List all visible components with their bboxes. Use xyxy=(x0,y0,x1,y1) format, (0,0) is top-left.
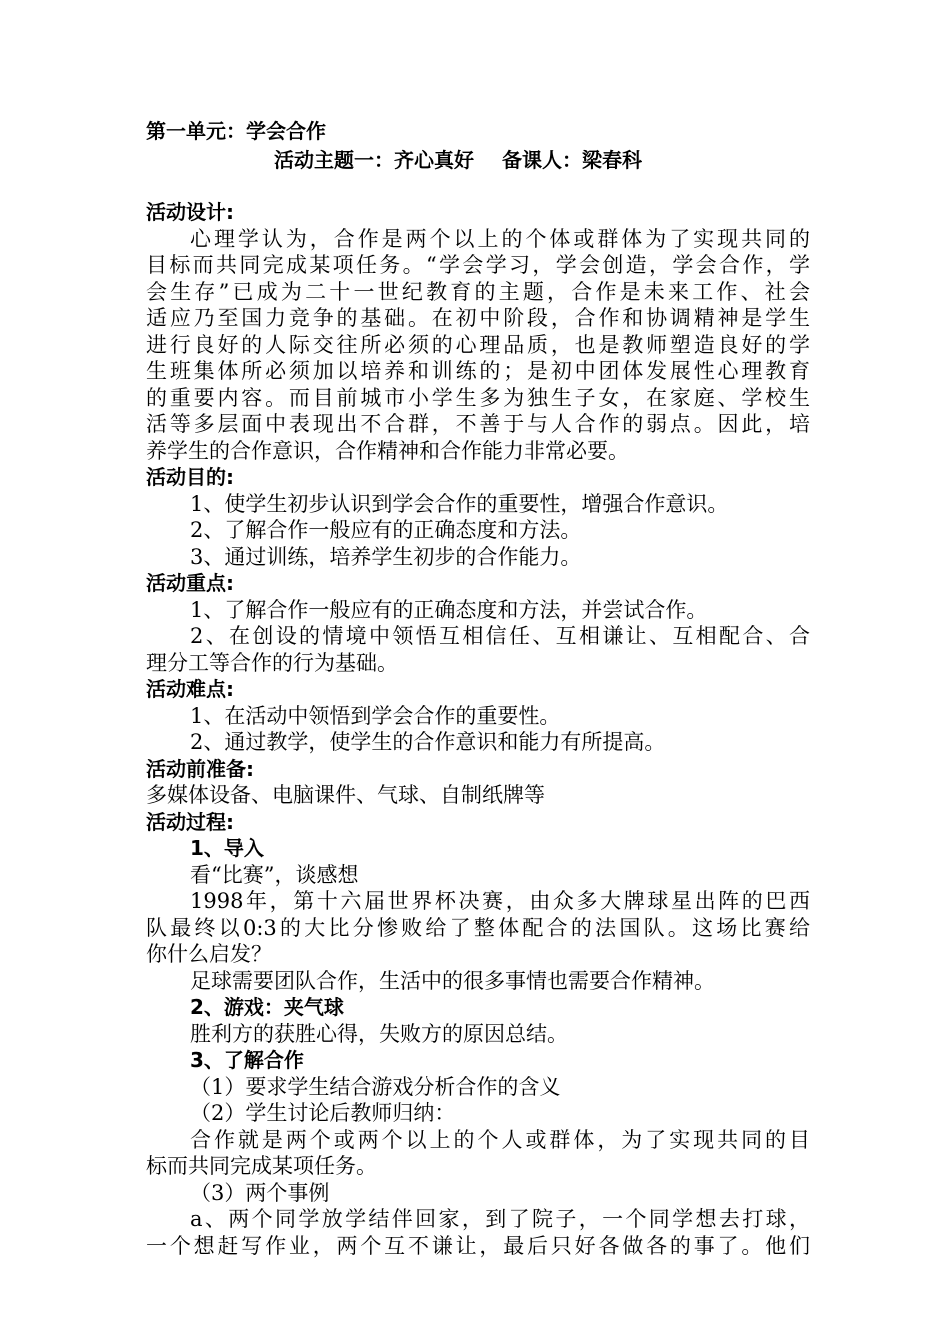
key-point-line: 2、在创设的情境中领悟互相信任、互相谦让、互相配合、合 xyxy=(190,624,810,648)
design-paragraph-line: 会生存”已成为二十一世纪教育的主题，合作是未来工作、社会 xyxy=(146,279,810,304)
step1-title: 1、导入 xyxy=(190,836,264,860)
definition-line: 合作就是两个或两个以上的个人或群体，为了实现共同的目 xyxy=(190,1127,810,1152)
design-paragraph-line: 活等多层面中表现出不合群，不善于与人合作的弱点。因此，培 xyxy=(146,412,810,436)
document-page xyxy=(146,118,810,1259)
step1-paragraph-line: 你什么启发？ xyxy=(146,942,272,966)
step3-sub3: （3）两个事例 xyxy=(190,1180,330,1205)
design-paragraph-line: 生班集体所必须加以培养和训练的；是初中团体发展性心理教育 xyxy=(146,359,810,383)
design-heading: 活动设计: xyxy=(146,200,234,224)
process-heading: 活动过程: xyxy=(146,809,234,834)
design-paragraph-line: 适应乃至国力竞争的基础。在初中阶段，合作和协调精神是学生 xyxy=(146,306,810,330)
preparation-heading: 活动前准备: xyxy=(146,756,254,781)
example-line: 一个想赶写作业，两个互不谦让，最后只好各做各的事了。他们 xyxy=(146,1233,810,1258)
design-paragraph-line: 心理学认为，合作是两个以上的个体或群体为了实现共同的 xyxy=(190,226,810,251)
step2-title: 2、游戏：夹气球 xyxy=(190,995,344,1019)
spacer xyxy=(146,173,810,199)
design-paragraph-line: 的重要内容。而目前城市小学生多为独生子女，在家庭、学校生 xyxy=(146,385,810,410)
step3-sub2: （2）学生讨论后教师归纳： xyxy=(190,1101,456,1125)
goal-item: 2、了解合作一般应有的正确态度和方法。 xyxy=(190,518,582,542)
step3-title: 3、了解合作 xyxy=(190,1048,304,1072)
unit-title: 第一单元：学会合作 xyxy=(146,119,326,143)
step3-sub1: （1）要求学生结合游戏分析合作的含义 xyxy=(190,1074,561,1099)
step1-conclusion: 足球需要团队合作，生活中的很多事情也需要合作精神。 xyxy=(190,968,715,993)
difficulty-item: 1、在活动中领悟到学会合作的重要性。 xyxy=(190,703,561,728)
definition-line: 标而共同完成某项任务。 xyxy=(146,1154,377,1178)
goals-heading: 活动目的: xyxy=(146,465,234,489)
step1-subtitle: 看“比赛”，谈感想 xyxy=(190,862,359,887)
example-line: a、两个同学放学结伴回家，到了院子，一个同学想去打球， xyxy=(190,1207,810,1231)
goal-item: 3、通过训练，培养学生初步的合作能力。 xyxy=(190,544,582,569)
key-point-line: 理分工等合作的行为基础。 xyxy=(146,650,398,675)
goal-item: 1、使学生初步认识到学会合作的重要性，增强合作意识。 xyxy=(190,491,729,516)
lesson-author: 备课人：梁春科 xyxy=(502,147,642,172)
design-paragraph-line: 目标而共同完成某项任务。“学会学习，学会创造，学会合作，学 xyxy=(146,253,810,277)
activity-theme: 活动主题一：齐心真好 xyxy=(274,147,474,172)
design-paragraph-line: 养学生的合作意识，合作精神和合作能力非常必要。 xyxy=(146,438,629,463)
key-point-line: 1、了解合作一般应有的正确态度和方法，并尝试合作。 xyxy=(190,597,708,622)
design-paragraph-line: 进行良好的人际交往所必须的心理品质，也是教师塑造良好的学 xyxy=(146,332,810,357)
step1-paragraph-line: 队最终以0:3的大比分惨败给了整体配合的法国队。这场比赛给 xyxy=(146,915,810,940)
difficulty-item: 2、通过教学，使学生的合作意识和能力有所提高。 xyxy=(190,730,666,754)
key-points-heading: 活动重点: xyxy=(146,571,234,595)
preparation-text: 多媒体设备、电脑课件、气球、自制纸牌等 xyxy=(146,783,545,807)
theme-line xyxy=(146,147,810,174)
step1-paragraph-line: 1998年，第十六届世界杯决赛，由众多大牌球星出阵的巴西 xyxy=(190,889,810,913)
difficulties-heading: 活动难点: xyxy=(146,677,234,701)
step2-text: 胜利方的获胜心得，失败方的原因总结。 xyxy=(190,1021,568,1046)
